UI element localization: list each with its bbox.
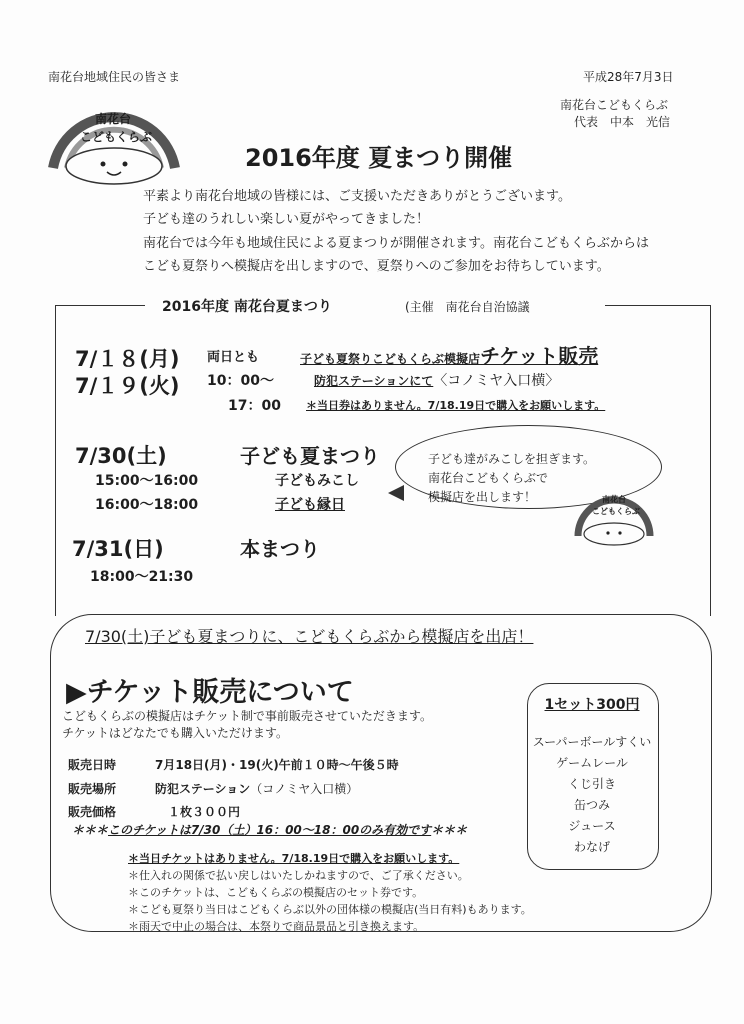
- kids-date: 7/30(土): [75, 444, 167, 468]
- main-title: 本まつり: [240, 537, 320, 561]
- row-value: 防犯ステーション: [155, 782, 251, 796]
- ticket-sale-big: チケット販売: [480, 344, 599, 368]
- organizer: (主催 南花台自治協議: [405, 300, 530, 314]
- both-days: 両日とも: [207, 350, 260, 365]
- set-title: 1セット300円: [544, 697, 640, 713]
- stars: ＊＊＊: [431, 823, 468, 837]
- set-item: わなげ: [573, 840, 610, 854]
- speech-bubble-tail: [388, 485, 404, 501]
- ticket-sale-text: 子ども夏祭りこどもくらぶ模擬店: [300, 352, 481, 366]
- note: ＊このチケットは、こどもくらぶの模擬店のセット券です。: [128, 886, 424, 899]
- set-item: ジュース: [568, 819, 616, 833]
- row-extra: （コノミヤ入口横）: [250, 782, 359, 796]
- stars: ＊＊＊: [72, 823, 109, 837]
- ticket-sale-line: [300, 340, 598, 369]
- ticket-note: ＊当日券はありません。7/18.19日で購入をお願いします。: [306, 399, 606, 412]
- representative: 代表 中本 光信: [574, 115, 671, 129]
- bubble-line: 南花台こどもくらぶで: [428, 471, 549, 485]
- logo-line2: こどもくらぶ: [592, 507, 640, 516]
- row-value: 7月18日(月)・19(火)午前１０時～午後５時: [155, 758, 399, 772]
- ticket-date-2: 7/１９(火): [75, 374, 180, 398]
- validity-text: このチケットは7/30（土）16：00～18：00のみ有効です: [108, 823, 432, 837]
- org-name: 南花台こどもくらぶ: [560, 98, 669, 112]
- set-item: 缶つみ: [573, 798, 610, 812]
- bubble-line: 模擬店を出します！: [428, 490, 537, 504]
- handwritten-note: 〈コノミヤ入口横〉: [433, 373, 560, 389]
- set-item: スーパーボールすくい: [532, 735, 652, 749]
- ticket-banner: 7/30(土)子ども夏まつりに、こどもくらぶから模擬店を出店！: [85, 627, 534, 646]
- logo-line2: こどもくらぶ: [80, 130, 153, 144]
- logo-line1: 南花台: [95, 112, 132, 126]
- validity-line: [72, 821, 467, 838]
- row-label: 販売価格: [68, 805, 117, 819]
- club-logo: [45, 88, 183, 188]
- time-end: 17：00: [228, 398, 281, 414]
- row-value-line: [155, 780, 358, 797]
- intro-line: 南花台では今年も地域住民による夏まつりが開催されます。南花台こどもくらぶからは: [143, 236, 649, 251]
- schedule-heading: 2016年度 南花台夏まつり: [162, 299, 332, 315]
- main-time: 18:00～21:30: [90, 569, 194, 585]
- kids-time-1: 15:00～16:00: [95, 473, 199, 489]
- intro-line: 子ども達のうれしい楽しい夏がやってきました！: [143, 212, 430, 227]
- date: 平成28年7月3日: [583, 70, 674, 84]
- note: ＊雨天で中止の場合は、本祭りで商品景品と引き換えます。: [128, 920, 425, 933]
- ticket-desc: チケットはどなたでも購入いただけます。: [62, 726, 288, 740]
- set-item: ゲームレール: [556, 756, 628, 770]
- bubble-line: 子ども達がみこしを担ぎます。: [428, 452, 596, 466]
- recipient: 南花台地域住民の皆さま: [48, 70, 181, 84]
- logo-line1: 南花台: [602, 495, 626, 504]
- intro-line: こども夏祭りへ模擬店を出しますので、夏祭りへのご参加をお待ちしています。: [143, 259, 610, 274]
- note: ＊当日チケットはありません。7/18.19日で購入をお願いします。: [128, 852, 460, 865]
- kids-event-1: 子どもみこし: [275, 473, 359, 489]
- intro-line: 平素より南花台地域の皆様には、ご支援いただきありがとうございます。: [143, 189, 571, 204]
- club-logo-small: [572, 478, 656, 548]
- set-item: くじ引き: [567, 777, 616, 791]
- kids-event-2: 子ども縁日: [275, 497, 345, 513]
- kids-title: 子ども夏まつり: [240, 444, 380, 468]
- time-start: 10：00～: [207, 373, 274, 389]
- note: ＊こども夏祭り当日はこどもくらぶ以外の団体様の模擬店(当日有料)もあります。: [128, 903, 532, 916]
- row-label: 販売日時: [68, 758, 117, 772]
- row-value: １枚３００円: [168, 805, 241, 819]
- ticket-date-1: 7/１８(月): [75, 347, 180, 371]
- ticket-place: 防犯ステーションにて: [314, 374, 434, 388]
- row-label: 販売場所: [68, 782, 117, 796]
- ticket-desc: こどもくらぶの模擬店はチケット制で事前販売させていただきます。: [62, 709, 432, 723]
- main-date: 7/31(日): [72, 537, 164, 561]
- kids-time-2: 16:00～18:00: [95, 497, 199, 513]
- ticket-heading: ▶チケット販売について: [66, 677, 354, 708]
- note: ＊仕入れの関係で払い戻しはいたしかねますので、ご了承ください。: [128, 869, 469, 882]
- ticket-place-line: [300, 370, 559, 390]
- page-title: 2016年度 夏まつり開催: [245, 144, 513, 172]
